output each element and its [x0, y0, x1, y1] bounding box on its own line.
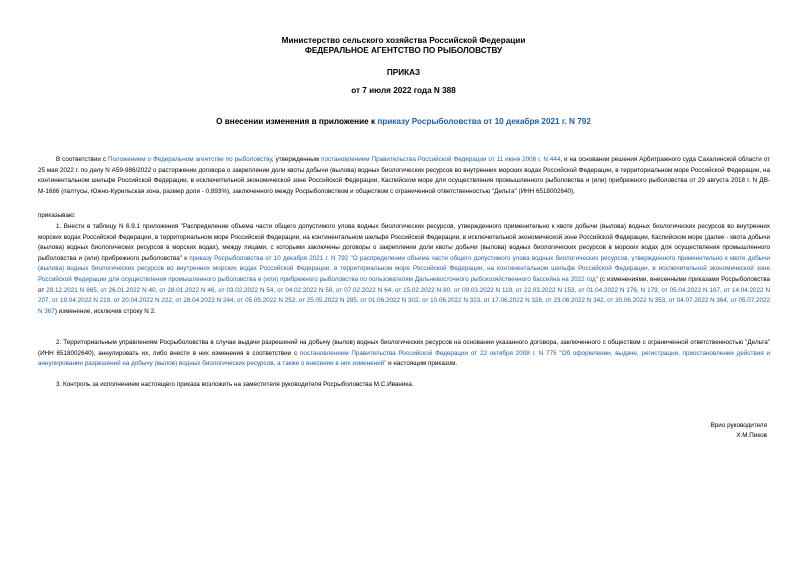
preamble-paragraph: [38, 155, 770, 197]
preamble-text-3: , и на основании решения Арбитражного суда Сахалинской области от 25 мая 2022 г. по делу N А59-986/2022 о расторжении договора о закреплении доли квоты добычи (вылова) водных биологических ресурсов во внутренних морских водах Российской Федерации, в территориальном море Российской Федерации, на континентальном шельфе Российской Федерации, в исключительной экономической зоне Российской Федерации, Каспийском море для осуществления промышленного рыболовства и (или) прибрежного рыболовства от 29 августа 2018 г. N ДВ-М-1686 (палтусы, Южно-Курильская зона, размер доли - 0,893%), заключенного между Росрыболовством и обществом с ограниченной ответственностью "Дельта" (ИНН 6518002640),: [38, 156, 771, 195]
preamble-text-2: , утвержденным: [271, 156, 322, 163]
item-2-link-decree[interactable]: постановлением Правительства Российской Федерации от 22 октября 2008 г. N 775 "Об оформлении, выдаче, регистрации, приостановлении действия и аннулировании разрешений на добычу (вылов) водных биологических ресурсов, а также о внесении в них изменений": [38, 349, 771, 368]
item-2-text-2: и настоящим приказом.: [386, 360, 458, 368]
item-2-text-1: 2. Территориальным управлениям Росрыболовства в случае выдачи разрешений на добычу (вылов) водных биологических ресурсов на основании указанного договора, заключенного с обществом с ограниченной ответственностью "Дельта" (ИНН 6518002640), аннулировать их, либо внести в них изменения в соответствии с: [38, 339, 770, 357]
item-3-paragraph: 3. Контроль за исполнением настоящего приказа возложить на заместителя руководителя Росрыболовства М.С.Иваника.: [56, 381, 414, 388]
preamble-link-regulation[interactable]: Положением о Федеральном агентстве по рыболовству: [107, 156, 272, 163]
signature-position: Врио руководителя: [710, 422, 767, 429]
subject-link[interactable]: приказу Росрыболовства от 10 декабря 2021 г. N 792: [377, 117, 591, 126]
doc-type: ПРИКАЗ: [386, 68, 421, 77]
item-1-text-1: 1. Внести в таблицу N 6.9.1 приложения "Распределение объема части общего допустимого улова водных биологических ресурсов, утвержденного применительно к квоте добычи (вылова) водных биологических ресурсов во внутренних морских водах Российской Федерации, в территориальном море Российской Федерации, на континентальном шельфе Российской Федерации, в исключительной экономической зоне Российской Федерации, Каспийском море (далее - квота добычи (вылова) водных биологических ресурсов в морских водах), между лицами, с которыми заключены договоры о закреплении доли квоты добычи (вылова) водных биологических ресурсов в морских водах для осуществления промышленного рыболовства и (или) прибрежного рыболовства" к: [38, 223, 770, 262]
item-1-link-amendments[interactable]: 29.12.2021 N 865, от 26.01.2022 N 40, от 28.01.2022 N 46, от 03.02.2022 N 54, от 04.02.2022 N 58, от 07.02.2022 N 64, от 15.02.2022 N 80, от 09.03.2022 N 119, от 22.03.2022 N 153, от 01.04.2022 N 176, N 179, от 05.04.2022 N 187, от 14.04.2022 N 207, от 19.04.2022 N 219, от 20.04.2022 N 222, от 28.04.2022 N 244, от 05.05.2022 N 252, от 25.05.2022 N 285, от 01.06.2022 N 302, от 10.06.2022 N 323, от 17.06.2022 N 328, от 23.06.2022 N 342, от 30.06.2022 N 353, от 04.07.2022 N 364, от 05.07.2022 N 367: [38, 286, 770, 315]
preamble-link-decree[interactable]: постановлением Правительства Российской Федерации от 11 июня 2008 г. N 444: [321, 156, 561, 163]
item-1-text-3: ) изменение, исключив строку N 2.: [54, 307, 156, 315]
item-1-text-2: (с изменениями, внесенными приказами Росрыболовства от: [38, 275, 771, 294]
item-1-paragraph: [38, 222, 770, 317]
order-word: приказываю:: [38, 212, 76, 219]
doc-subject: [0, 117, 807, 127]
subject-text: О внесении изменения в приложение к: [216, 117, 378, 126]
preamble-text-1: В соответствии с: [56, 156, 108, 163]
agency-title: ФЕДЕРАЛЬНОЕ АГЕНТСТВО ПО РЫБОЛОВСТВУ: [304, 46, 503, 55]
item-2-paragraph: [38, 338, 770, 370]
signature-name: Х.М.Пиков: [736, 432, 767, 439]
doc-date-number: от 7 июля 2022 года N 388: [351, 86, 456, 95]
item-1-link-order[interactable]: приказу Росрыболовства от 10 декабря 2021 г. N 792 "О распределении объема части общего допустимого улова водных биологических ресурсов, утвержденного применительно к квоте добычи (вылова) водных биологических ресурсов во внутренних морских водах Российской Федерации, в территориальном море Российской Федерации, на континентальном шельфе Российской Федерации, в исключительной экономической зоне Российской Федерации для осуществления промышленного рыболовства и (или) прибрежного рыболовства по пользователям Дальневосточного рыбохозяйственного бассейна на 2022 год": [38, 254, 771, 283]
ministry-title: Министерство сельского хозяйства Российской Федерации: [281, 36, 526, 45]
